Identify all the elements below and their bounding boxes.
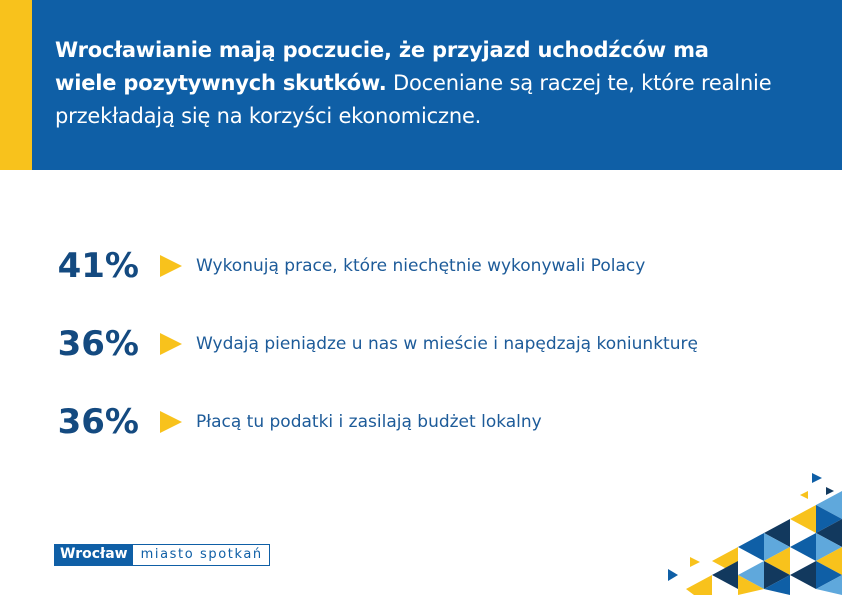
stat-label: Wydają pieniądze u nas w mieście i napędzają koniunkturę	[196, 334, 698, 354]
triangle-arrow-icon	[160, 411, 182, 433]
stat-percent: 36%	[57, 324, 139, 364]
logo-tagline: miasto spotkań	[140, 547, 263, 562]
triangle-arrow-icon	[160, 255, 182, 277]
stat-percent: 36%	[57, 402, 139, 442]
wroclaw-logo	[54, 544, 270, 566]
stat-row	[0, 246, 842, 286]
header-accent-bar	[0, 0, 32, 170]
logo-city: Wrocław	[55, 545, 133, 565]
stat-label: Płacą tu podatki i zasilają budżet lokalny	[196, 412, 542, 432]
header-normal-text: Doceniane są raczej te, które realnie przekładają się na korzyści ekonomiczne.	[55, 71, 772, 128]
stat-percent: 41%	[57, 246, 139, 286]
triangle-pattern-decoration	[650, 465, 842, 595]
header-bold-text: Wrocławianie mają poczucie, że przyjazd uchodźców ma wiele pozytywnych skutków.	[55, 38, 709, 95]
header-text	[55, 34, 775, 133]
triangle-arrow-icon	[160, 333, 182, 355]
stat-row	[0, 402, 842, 442]
stat-label: Wykonują prace, które niechętnie wykonywali Polacy	[196, 256, 646, 276]
stat-row	[0, 324, 842, 364]
